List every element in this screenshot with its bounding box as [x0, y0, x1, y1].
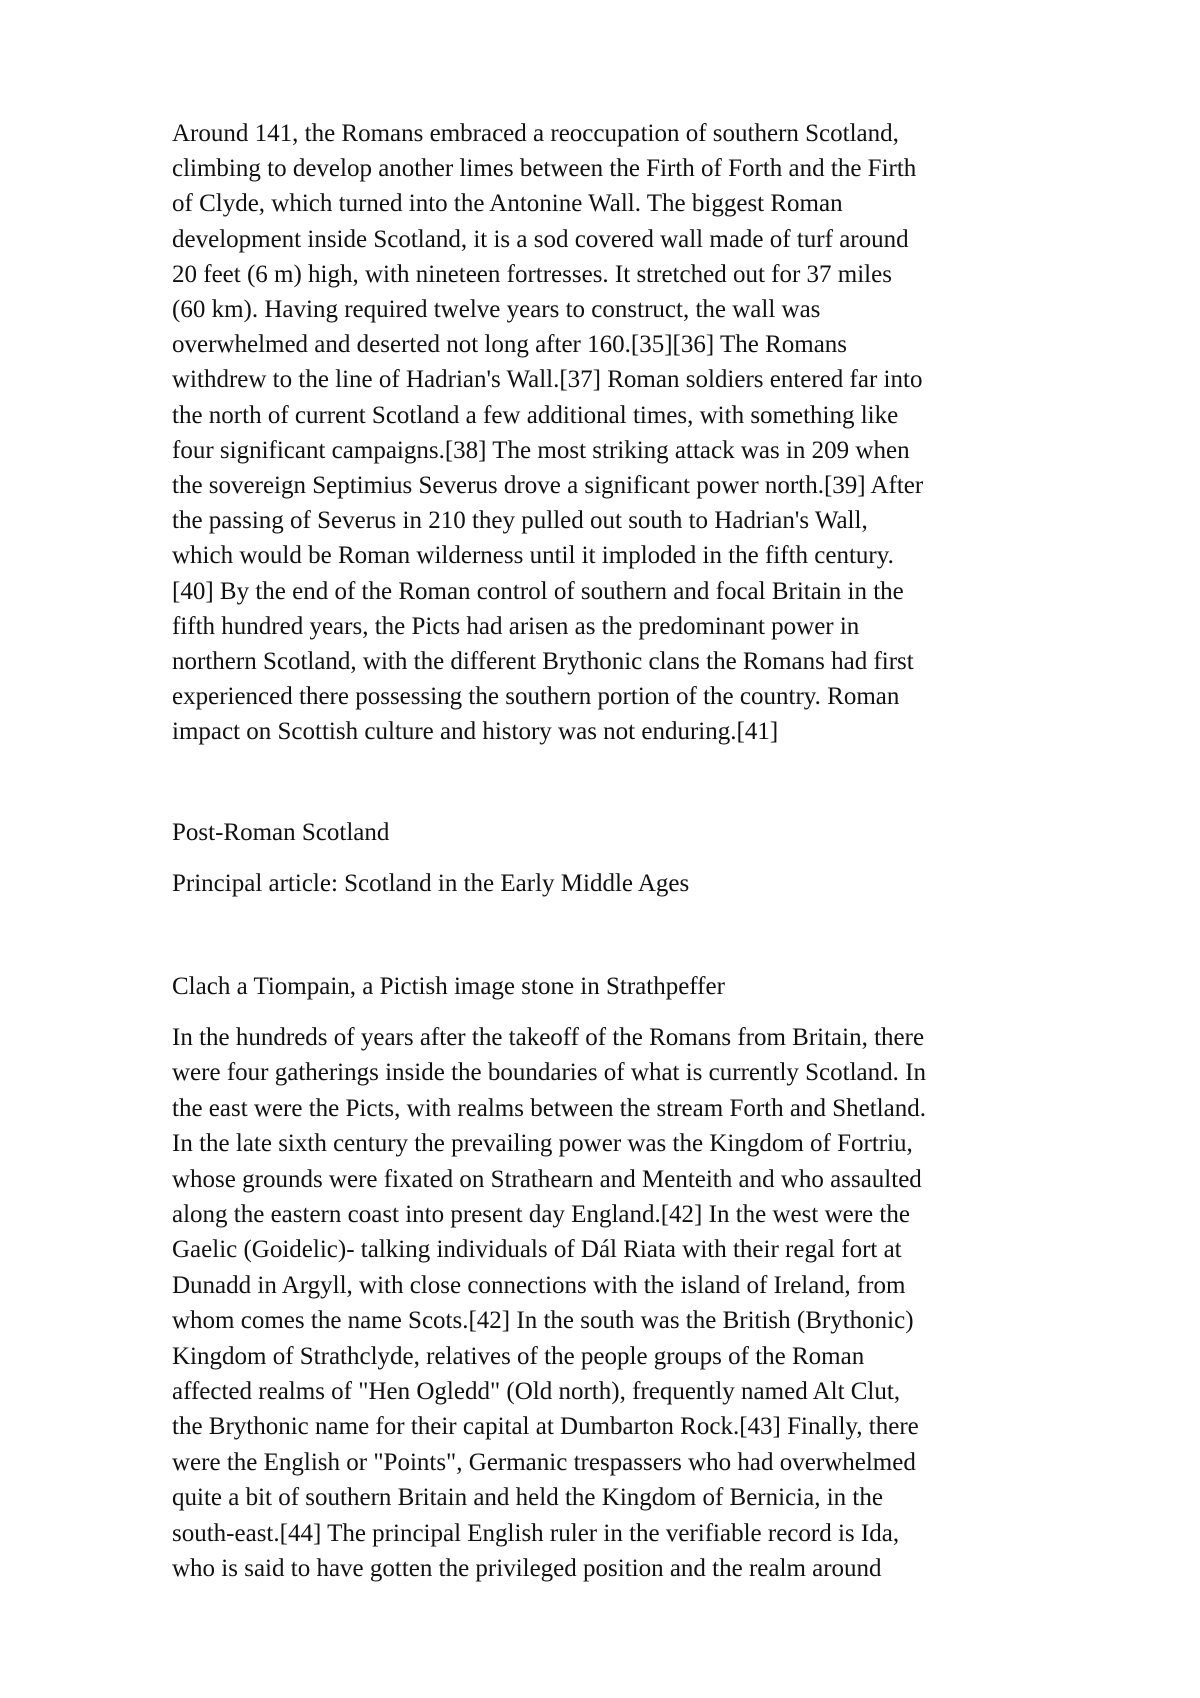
text-line: were the English or "Points", Germanic trespassers who had overwhelmed	[172, 1448, 916, 1476]
text-line: of Clyde, which turned into the Antonine Wall. The biggest Roman	[172, 190, 843, 218]
text-line: whom comes the name Scots.[42] In the south was the British (Brythonic)	[172, 1307, 914, 1335]
text-line: quite a bit of southern Britain and held the Kingdom of Bernicia, in the	[172, 1484, 883, 1512]
text-line: fifth hundred years, the Picts had arisen as the predominant power in	[172, 612, 860, 640]
paragraph-roman-reoccupation	[172, 116, 1042, 750]
text-line: Gaelic (Goidelic)- talking individuals of Dál Riata with their regal fort at	[172, 1236, 902, 1264]
text-line: climbing to develop another limes between the Firth of Forth and the Firth	[172, 155, 917, 183]
paragraph-post-roman-groups	[172, 1020, 1042, 1587]
text-line: south-east.[44] The principal English ruler in the verifiable record is Ida,	[172, 1519, 900, 1547]
text-line: were four gatherings inside the boundaries of what is currently Scotland. In	[172, 1059, 926, 1087]
text-line: the sovereign Septimius Severus drove a significant power north.[39] After	[172, 472, 924, 500]
text-line: Dunadd in Argyll, with close connections with the island of Ireland, from	[172, 1271, 906, 1299]
text-line: impact on Scottish culture and history was not enduring.[41]	[172, 718, 779, 746]
text-line: the north of current Scotland a few additional times, with something like	[172, 401, 899, 429]
text-line: experienced there possessing the southern portion of the country. Roman	[172, 683, 900, 711]
text-line: who is said to have gotten the privileged position and the realm around	[172, 1555, 882, 1583]
text-line: whose grounds were fixated on Strathearn and Menteith and who assaulted	[172, 1165, 922, 1193]
text-line: four significant campaigns.[38] The most striking attack was in 209 when	[172, 436, 910, 464]
text-line: which would be Roman wilderness until it imploded in the fifth century.	[172, 542, 894, 570]
text-line: [40] By the end of the Roman control of southern and focal Britain in the	[172, 577, 904, 605]
text-line: northern Scotland, with the different Brythonic clans the Romans had first	[172, 648, 914, 676]
text-line: the east were the Picts, with realms between the stream Forth and Shetland.	[172, 1094, 926, 1122]
text-line: Around 141, the Romans embraced a reoccupation of southern Scotland,	[172, 120, 899, 147]
principal-article-note: Principal article: Scotland in the Early Middle Ages	[172, 870, 690, 897]
text-line: 20 feet (6 m) high, with nineteen fortresses. It stretched out for 37 miles	[172, 260, 892, 288]
text-line: the Brythonic name for their capital at Dumbarton Rock.[43] Finally, there	[172, 1413, 919, 1441]
text-line: the passing of Severus in 210 they pulled out south to Hadrian's Wall,	[172, 507, 868, 535]
text-line: along the eastern coast into present day England.[42] In the west were the	[172, 1201, 910, 1229]
text-line: withdrew to the line of Hadrian's Wall.[37] Roman soldiers entered far into	[172, 366, 923, 394]
text-line: In the hundreds of years after the takeoff of the Romans from Britain, there	[172, 1024, 925, 1051]
text-line: In the late sixth century the prevailing power was the Kingdom of Fortriu,	[172, 1130, 913, 1158]
text-line: affected realms of "Hen Ogledd" (Old north), frequently named Alt Clut,	[172, 1378, 901, 1406]
section-heading: Post-Roman Scotland	[172, 819, 390, 846]
text-line: overwhelmed and deserted not long after 160.[35][36] The Romans	[172, 331, 848, 359]
image-caption: Clach a Tiompain, a Pictish image stone in Strathpeffer	[172, 973, 725, 1000]
text-line: (60 km). Having required twelve years to construct, the wall was	[172, 296, 821, 324]
text-line: Kingdom of Strathclyde, relatives of the people groups of the Roman	[172, 1342, 865, 1370]
text-line: development inside Scotland, it is a sod covered wall made of turf around	[172, 225, 909, 253]
